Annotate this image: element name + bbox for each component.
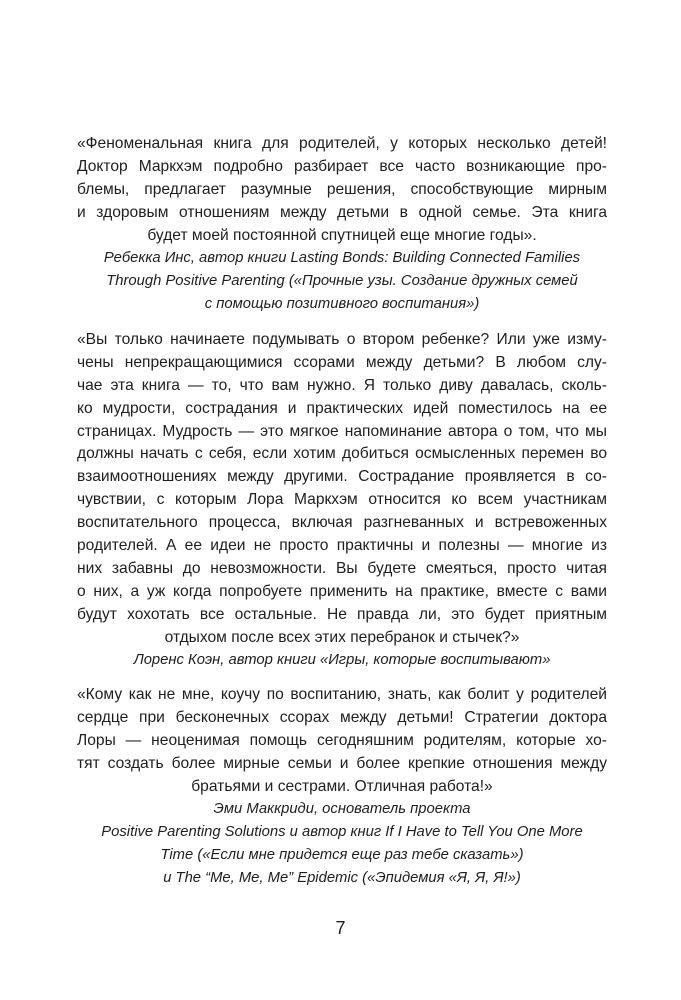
attribution-line: Through Positive Parenting («Прочные узы. Создание дружных семей: [106, 273, 578, 290]
attribution-line: Лоренс Коэн, автор книги «Игры, которые воспитывают»: [133, 652, 551, 669]
endorsement-quote-1: [77, 133, 607, 316]
quote-line: взаимоотношениях между другими. Сострадание проявляется в со-: [77, 468, 607, 486]
endorsement-quote-3: [77, 684, 607, 890]
attribution-line: Positive Parenting Solutions и автор книг If I Have to Tell You One More: [101, 824, 583, 841]
quote-line: будут хохотать все остальные. Не правда ли, это будет приятным: [77, 605, 607, 623]
quote-line: них забавны до невозможности. Вы будете смеяться, просто читая: [77, 559, 607, 577]
quote-line: о них, а уж когда попробуете применить на практике, вместе с вами: [77, 582, 607, 600]
quote-line: и здоровым отношениям между детьми в одной семье. Эта книга: [77, 203, 607, 221]
quote-attribution: [77, 798, 607, 890]
attribution-line: с помощью позитивного воспитания»): [204, 296, 480, 313]
quote-line: воспитательного процесса, включая разгневанных и встревоженных: [77, 514, 607, 532]
quote-line: чены непрекращающимися ссорами между детьми? В любом слу-: [77, 353, 607, 371]
quote-line: блемы, предлагает разумные решения, способствующие мирным: [77, 180, 607, 198]
quote-body: [77, 684, 607, 798]
quote-line: «Кому как не мне, коучу по воспитанию, знать, как болит у родителей: [77, 686, 607, 703]
endorsement-quote-2: [77, 329, 607, 672]
quote-attribution: [77, 247, 607, 316]
quote-line: страницах. Мудрость — это мягкое напоминание автора о том, что мы: [77, 422, 607, 440]
quote-line: должны начать с себя, если хотим добиться осмысленных перемен во: [77, 445, 607, 463]
quote-line: отдыхом после всех этих перебранок и стычек?»: [164, 628, 520, 646]
quote-line: Лоры — неоценимая помощь сегодняшним родителям, которые хо-: [77, 731, 607, 749]
quote-body: [77, 329, 607, 649]
quote-line: тят создать более мирные семьи и более крепкие отношения между: [77, 754, 607, 772]
quote-line: чае эта книга — то, что вам нужно. Я только диву давалась, сколь-: [77, 376, 607, 394]
quote-line: будет моей постоянной спутницей еще многие годы».: [147, 226, 537, 244]
quote-line: братьями и сестрами. Отличная работа!»: [191, 777, 493, 795]
quote-line: «Вы только начинаете подумывать о втором ребенке? Или уже изму-: [77, 331, 607, 348]
quote-line: Доктор Маркхэм подробно разбирает все часто возникающие про-: [77, 157, 607, 175]
attribution-line: Эми Маккриди, основатель проекта: [213, 801, 471, 818]
quote-body: [77, 133, 607, 247]
quote-line: чувствии, с которым Лора Маркхэм относится ко всем участникам: [77, 491, 607, 509]
page-number: 7: [335, 918, 346, 938]
quote-attribution: [77, 649, 607, 672]
quote-line: родителей. А ее идеи не просто практичны и полезны — многие из: [77, 537, 607, 555]
quote-line: сердце при бесконечных ссорах между детьми! Стратегии доктора: [77, 708, 607, 726]
quote-line: «Феноменальная книга для родителей, у которых несколько детей!: [77, 135, 607, 152]
attribution-line: Ребекка Инс, автор книги Lasting Bonds: Building Connected Families: [103, 250, 581, 267]
attribution-line: Time («Если мне придется еще раз тебе сказать»): [160, 847, 524, 864]
quote-line: ко мудрости, сострадания и практических идей поместилось на ее: [77, 399, 607, 417]
attribution-line: и The “Me, Me, Me” Epidemic («Эпидемия «Я, Я, Я!»): [163, 870, 521, 887]
